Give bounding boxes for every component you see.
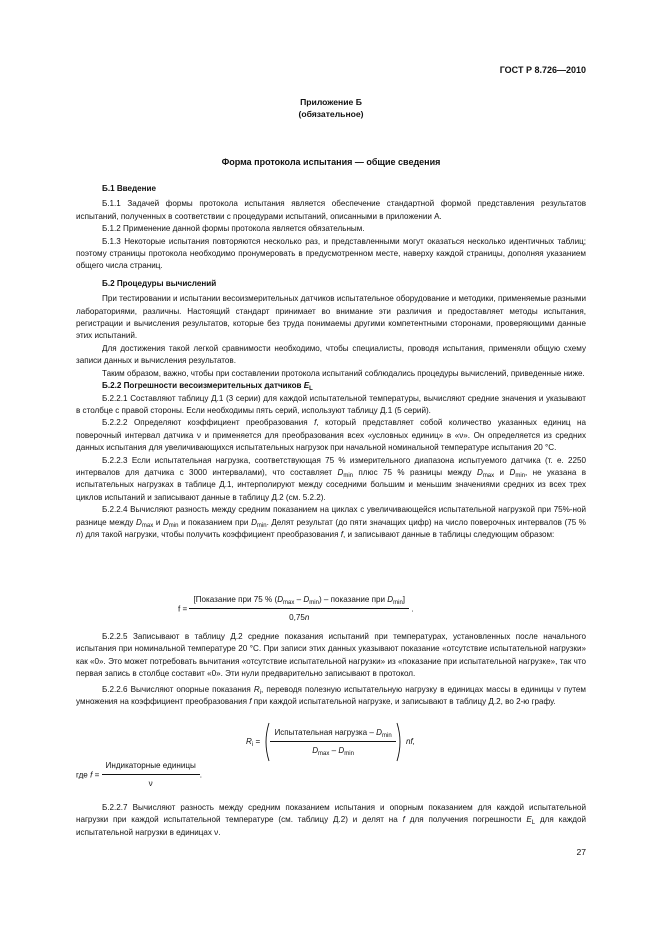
section-b1	[76, 183, 586, 541]
left-paren-icon	[262, 722, 270, 762]
para-b2-2: Для достижения такой легкой сравнимости необходимо, чтобы специалисты, проводя испытания, применяли общую схему записи данных и вычисления результатов.	[76, 343, 586, 366]
appendix-status: (обязательное)	[298, 109, 364, 119]
section-b225-b226	[76, 631, 586, 708]
right-paren-icon	[396, 722, 404, 762]
para-b223: Б.2.2.3 Если испытательная нагрузка, соответствующая 75 % измерительного диапазона испытуемого датчика (т. е. 2250 интервалов для датчика с 3000 интервалами), что составляет $D_{min}$ плюс 75 % разницы между $D_{max}$ и $D_{min}$, не указана в испытательных нагрузках в таблице Д.1, интерполируют между соседними большим и меньшим значениями средних из всех трех циклов испытаний и записывают данные в таблицу Д.2 (см. 5.2.2).	[76, 455, 587, 502]
formula-indicator-units: где f = $\frac{\text{Индикаторные единицы}}{\nu}$ .	[76, 760, 202, 791]
formula-conversion-factor: f = $\frac{[Показание при 75 \% (D_{max} - D_{min}) - показание при D_{min}]}{0,75n}$ .	[178, 594, 414, 625]
para-b2-1: При тестировании и испытании весоизмерительных датчиков испытательное оборудование и методики, применяемые разными лабораториями, различны. Настоящий стандарт принимает во внимание эти различия и предоставляет методы испытания, регистрации и вычисления результатов, которые без труда понимаемы другими компетентными сторонами, проверяющими данные этих испытаний.	[76, 294, 586, 341]
page-number: 27	[576, 847, 586, 857]
heading-b2: Б.2 Процедуры вычислений	[102, 278, 217, 288]
heading-b22: Б.2.2 Погрешности весоизмерительных датчиков $E_L$	[102, 381, 313, 393]
appendix-title: Приложение Б	[300, 97, 362, 107]
para-b2-3: Таким образом, важно, чтобы при составлении протокола испытаний соблюдались процедуры вычислений, приведенные ниже.	[102, 368, 585, 378]
para-b11: Б.1.1 Задачей формы протокола испытания является обеспечение стандартной формой представления результатов испытаний, полученных в соответствии с процедурами испытаний, описанными в приложении А.	[76, 199, 586, 221]
formula-indicator-fraction: $\frac{\text{Индикаторные единицы}}{\nu}$	[102, 760, 200, 791]
para-b227: Б.2.2.7 Вычисляют разность между средним показанием испытания и опорным показанием для каждой испытательной нагрузки при каждой испытательной температуре (см. таблицу Д.2) и делят на f для получения погрешности $E_L$ для каждой испытательной нагрузки в единицах ν.	[76, 803, 587, 837]
formula-reference-reading: $R_i$ = $\frac{Испытательная нагрузка - D_{min}}{D_{max} - D_{min}}$ nf,	[246, 722, 415, 762]
para-b13: Б.1.3 Некоторые испытания повторяются несколько раз, и представленными могут оказаться несколько идентичных таблиц; поэтому страницы протокола необходимо пронумеровать в предусмотренном месте, наверху каждой страницы, дополняя указанием общего числа страниц.	[76, 236, 586, 271]
document-id: ГОСТ Р 8.726—2010	[499, 65, 586, 75]
formula-reference-fraction: $\frac{Испытательная нагрузка - D_{min}}{D_{max} - D_{min}}$	[270, 727, 395, 758]
section-b227	[76, 802, 586, 839]
para-b224: Б.2.2.4 Вычисляют разность между средним показанием на циклах с увеличивающейся испытательной нагрузкой при 75%-ной разнице между $D_{max}$ и $D_{min}$ и показанием при $D_{min}$. Делят результат (до пяти значащих цифр) на число поверочных интервалов (75 % n) для такой нагрузки, чтобы получить коэффициент преобразования f, и записывают данные в таблицы следующим образом:	[76, 505, 586, 539]
para-b225: Б.2.2.5 Записывают в таблицу Д.2 средние показания испытаний при температурах, установленных после начального испытания при номинальной температуре 20 °С. При записи этих данных указывают показание «отсутствие испытательной нагрузки» как «0». Это может потребовать вычитания «отсутствие испытательной нагрузки» из «показание при испытательной нагрузке», так что первая запись в столбце составит «0». Эти нули предварительно записывают в протокол.	[76, 632, 586, 679]
page-title: Форма протокола испытания — общие сведения	[221, 157, 441, 167]
formula-conversion-fraction: $\frac{[Показание при 75 \% (D_{max} - D_{min}) - показание при D_{min}]}{0,75n}$	[189, 594, 409, 625]
para-b226: Б.2.2.6 Вычисляют опорные показания $R_i$, переводя полезную испытательную нагрузку в единицах массы в единицы ν путем умножения на коэффициент преобразования f при каждой испытательной нагрузке, и записывают в таблицу Д.2, во 2-ю графу.	[76, 684, 586, 707]
para-b12: Б.1.2 Применение данной формы протокола является обязательным.	[102, 224, 365, 234]
para-b222: Б.2.2.2 Определяют коэффициент преобразования f, который представляет собой количество указанных единиц на поверочный интервал датчика ν и применяется для преобразования всех «условных единиц» в «ν». Он определяется из средних данных испытания для увеличивающихся испытательных нагрузок при начальной номинальной температуре испытания 20 °С.	[76, 418, 586, 453]
para-b221: Б.2.2.1 Составляют таблицу Д.1 (3 серии) для каждой испытательной температуры, вычисляют средние значения и указывают в столбце с правой стороны. Если необходимы пять серий, используют таблицу Д.1 (5 серий).	[76, 393, 586, 415]
heading-b1: Б.1 Введение	[102, 184, 157, 193]
